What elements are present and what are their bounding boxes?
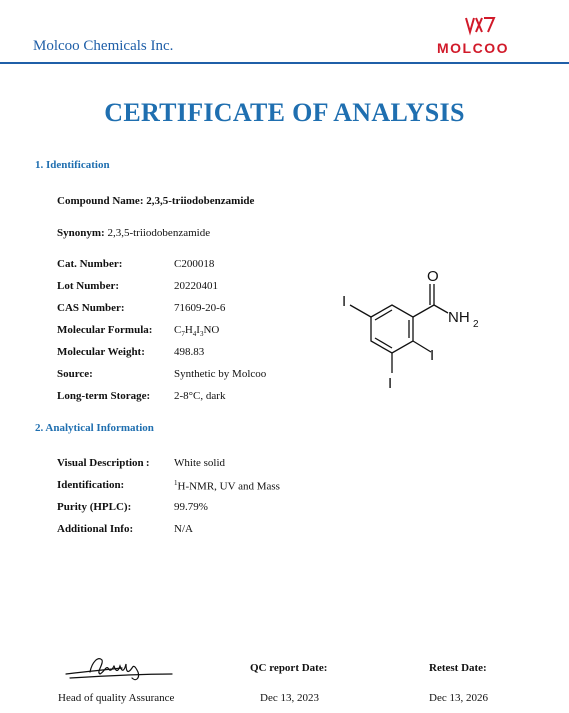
document-title: CERTIFICATE OF ANALYSIS (104, 98, 465, 127)
molecular-formula-label: Molecular Formula: (57, 324, 153, 336)
lot-number-label: Lot Number: (57, 280, 120, 292)
identification-method-value: $^1$H-NMR, UV and Mass (174, 479, 280, 493)
synonym-label: Synonym: (57, 227, 105, 239)
qc-report-date-label: QC report Date: (250, 662, 328, 674)
structure-iodine-2: I (430, 347, 435, 364)
visual-description-label: Visual Description : (57, 457, 150, 469)
storage-value: 2-8°C, dark (174, 390, 226, 402)
compound-name-label: Compound Name: (57, 195, 144, 207)
molecular-weight-label: Molecular Weight: (57, 346, 145, 358)
structure-oxygen-label: O (427, 268, 439, 285)
structure-iodine-1: I (342, 293, 347, 310)
structure-nh-subscript: 2 (473, 319, 479, 330)
additional-info-label: Additional Info: (57, 523, 134, 535)
purity-value: 99.79% (174, 501, 208, 513)
signer-title: Head of quality Assurance (58, 692, 175, 704)
cat-number-label: Cat. Number: (57, 258, 123, 270)
source-label: Source: (57, 368, 93, 380)
lot-number-value: 20220401 (174, 280, 218, 292)
synonym-row (57, 227, 210, 239)
purity-label: Purity (HPLC): (57, 501, 132, 513)
compound-name-value: 2,3,5-triiodobenzamide (146, 195, 255, 207)
additional-info-value: N/A (174, 523, 193, 535)
header-divider (0, 62, 569, 64)
identification-method-label: Identification: (57, 479, 125, 491)
company-name: Molcoo Chemicals Inc. (33, 38, 174, 54)
logo-text: MOLCOO (437, 40, 509, 56)
structure-iodine-3: I (388, 375, 393, 392)
chemical-structure-diagram (336, 262, 496, 392)
section-identification-heading: 1. Identification (35, 159, 110, 171)
cas-number-label: CAS Number: (57, 302, 125, 314)
storage-label: Long-term Storage: (57, 390, 151, 402)
molecular-weight-value: 498.83 (174, 346, 205, 358)
signature-image (62, 652, 182, 684)
retest-date-value: Dec 13, 2026 (429, 692, 488, 704)
section-analytical-heading: 2. Analytical Information (35, 422, 154, 434)
compound-name-row (57, 195, 254, 207)
structure-nh-label: NH (448, 309, 470, 326)
retest-date-label: Retest Date: (429, 662, 487, 674)
synonym-value: 2,3,5-triiodobenzamide (107, 227, 211, 239)
visual-description-value: White solid (174, 457, 226, 469)
source-value: Synthetic by Molcoo (174, 368, 267, 380)
cat-number-value: C200018 (174, 258, 215, 270)
cas-number-value: 71609-20-6 (174, 302, 226, 314)
qc-report-date-value: Dec 13, 2023 (260, 692, 319, 704)
molecular-formula-value: $C_7H_4I_3NO$ (174, 324, 220, 339)
